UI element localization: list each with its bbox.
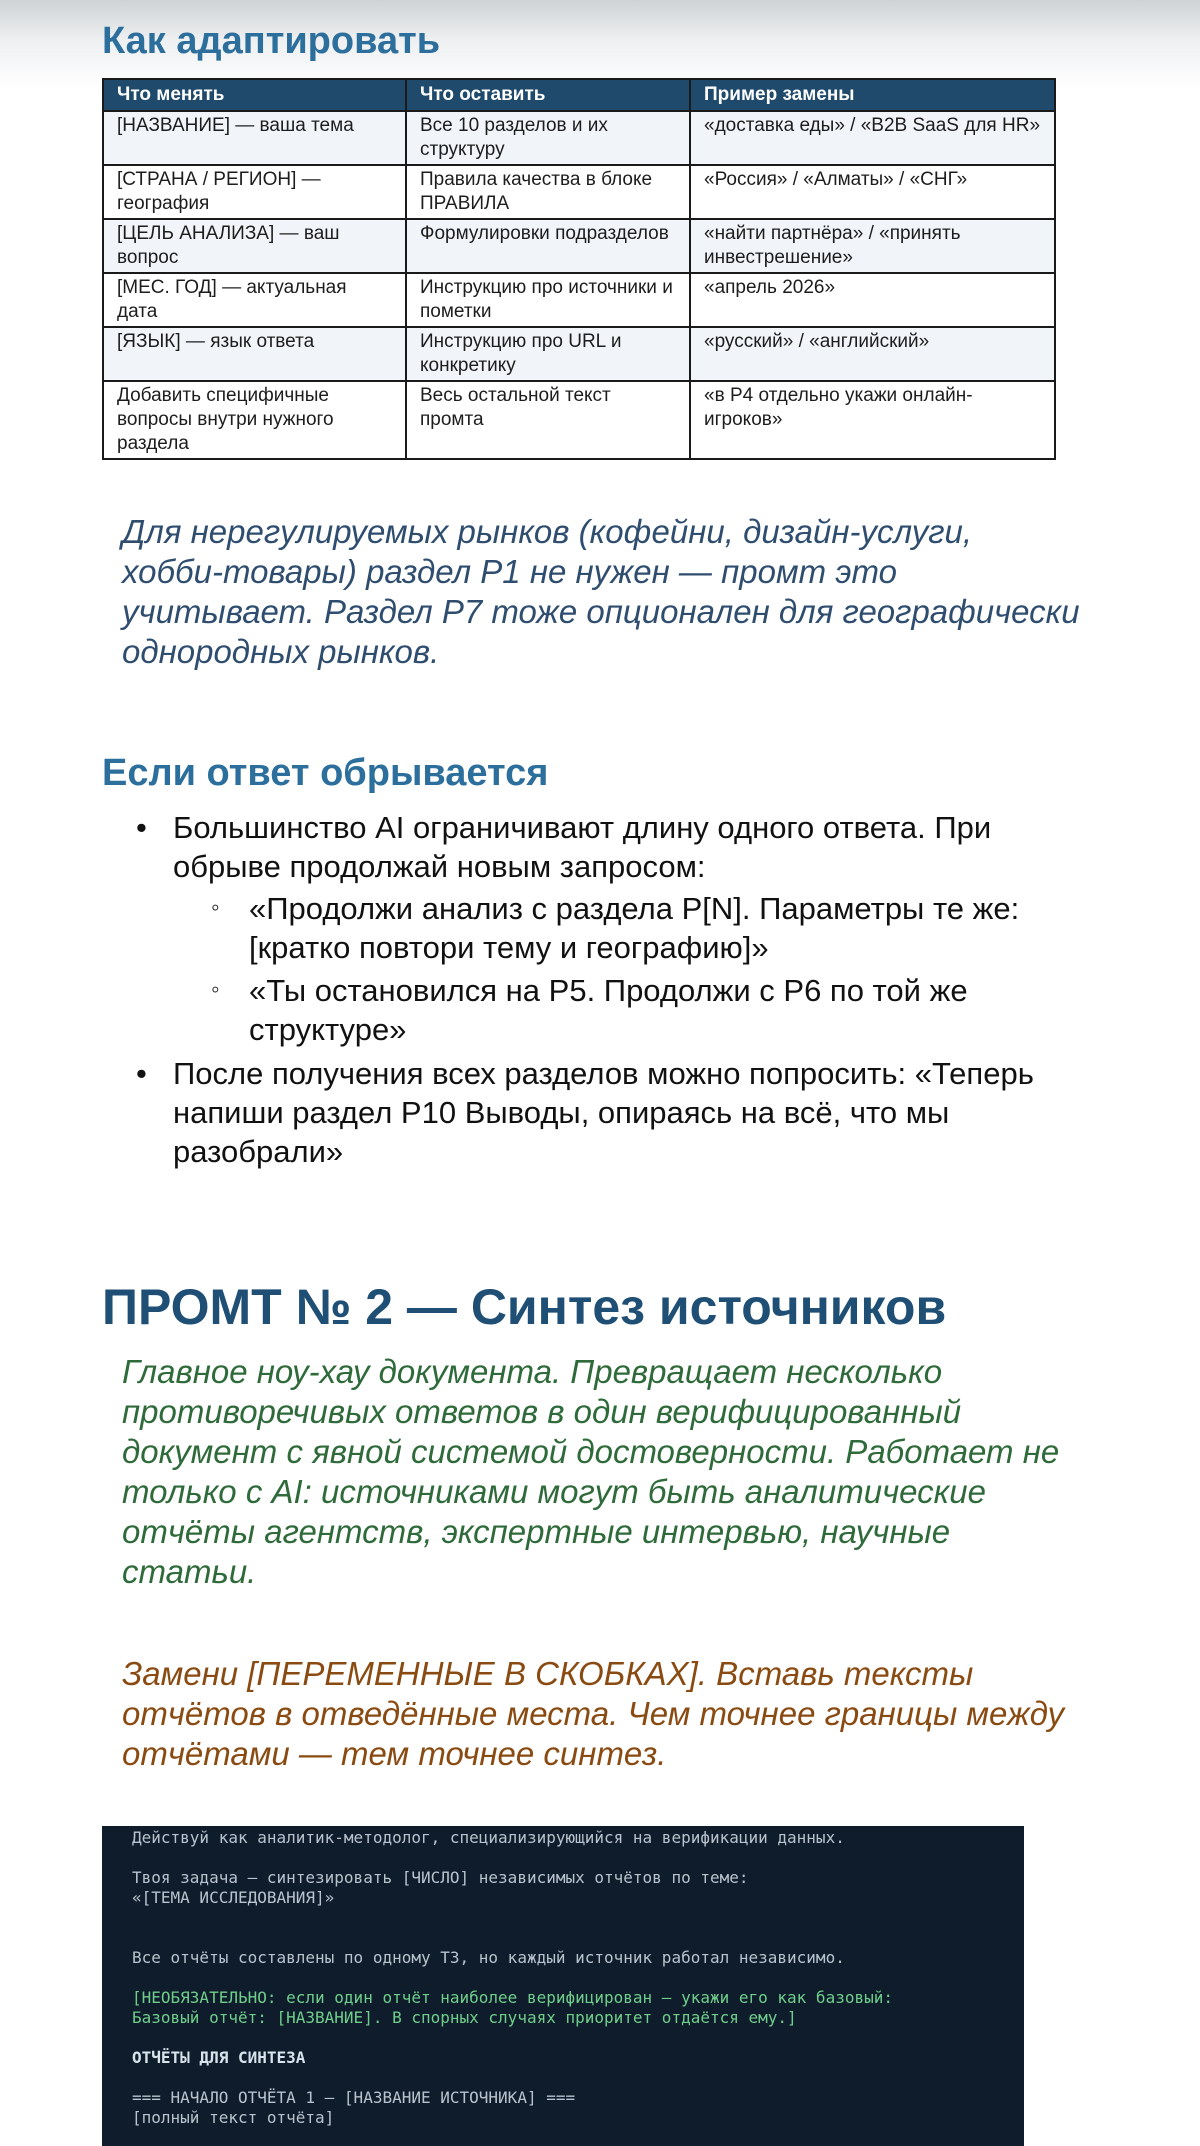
code-blank-line [132,1968,1012,1988]
table-header-cell: Что оставить [406,79,690,111]
section-heading-adapt: Как адаптировать [102,20,441,62]
code-blank-line [132,2028,1012,2048]
table-row [103,219,1055,273]
code-line-section-title: ОТЧЁТЫ ДЛЯ СИНТЕЗА [132,2048,306,2067]
table-header-cell: Пример замены [690,79,1055,111]
table-header-cell: Что менять [103,79,406,111]
sub-list [173,889,1096,1049]
sub-list-item [211,889,1096,967]
code-line: «[ТЕМА ИССЛЕДОВАНИЯ]» [132,1888,335,1907]
table-cell: Инструкцию про источники и пометки [406,273,690,327]
code-line-optional: Базовый отчёт: [НАЗВАНИЕ]. В спорных случаях приоритет отдаётся ему.] [132,2008,797,2027]
table-cell: Инструкцию про URL и конкретику [406,327,690,381]
unregulated-markets-note: Для нерегулируемых рынков (кофейни, дизайн-услуги, хобби-товары) раздел Р1 не нужен — промт это учитывает. Раздел Р7 тоже опционален для географически однородных рынков. [122,513,1080,670]
replace-variables-note: Замени [ПЕРЕМЕННЫЕ В СКОБКАХ]. Вставь тексты отчётов в отведённые места. Чем точнее границы между отчётами — тем точнее синтез. [122,1655,1065,1772]
code-line: [полный текст отчёта] [132,2108,335,2127]
table-cell: Добавить специфичные вопросы внутри нужного раздела [103,381,406,459]
list-item-text: После получения всех разделов можно попросить: «Теперь напиши раздел Р10 Выводы, опираясь на всё, что мы разобрали» [173,1056,1034,1169]
table-cell: «найти партнёра» / «принять инвестрешение» [690,219,1055,273]
code-line: Все отчёты составлены по одному ТЗ, но каждый источник работал независимо. [132,1948,845,1967]
table-cell: [НАЗВАНИЕ] — ваша тема [103,111,406,165]
prompt-2-intro: Главное ноу-хау документа. Превращает несколько противоречивых ответов в один верифицированный документ с явной системой достоверности. Работает не только с AI: источниками могут быть аналитические отчёты агентств, экспертные интервью, научные статьи. [122,1353,1060,1590]
table-cell: Все 10 разделов и их структуру [406,111,690,165]
sub-list-item [211,971,1096,1049]
list-item [136,808,1096,1049]
sub-list-item-text: «Ты остановился на Р5. Продолжи с Р6 по той же структуре» [249,973,968,1047]
hollow-bullet-icon: ◦ [211,976,220,1003]
table-cell: «апрель 2026» [690,273,1055,327]
code-blank-line [132,2068,1012,2088]
table-row [103,327,1055,381]
table-row [103,111,1055,165]
code-content [132,1828,1012,2128]
prompt-2-title: ПРОМТ № 2 — Синтез источников [102,1279,947,1335]
code-line: Твоя задача — синтезировать [ЧИСЛО] независимых отчётов по теме: [132,1868,749,1887]
prompt-code-block[interactable] [102,1826,1024,2146]
bullet-icon: • [136,810,147,845]
table-cell: «Россия» / «Алматы» / «СНГ» [690,165,1055,219]
table-cell: Правила качества в блоке ПРАВИЛА [406,165,690,219]
section-heading-cutoff: Если ответ обрывается [102,752,549,794]
bullet-icon: • [136,1056,147,1091]
table-cell: [ЯЗЫК] — язык ответа [103,327,406,381]
table-cell: «в Р4 отдельно укажи онлайн-игроков» [690,381,1055,459]
table-row [103,273,1055,327]
table-row [103,165,1055,219]
table-cell: [СТРАНА / РЕГИОН] — география [103,165,406,219]
table-cell: Формулировки подразделов [406,219,690,273]
adapt-table [102,78,1056,460]
hollow-bullet-icon: ◦ [211,894,220,921]
code-line-optional: [НЕОБЯЗАТЕЛЬНО: если один отчёт наиболее верифицирован — укажи его как базовый: [132,1988,893,2007]
list-item-text: Большинство AI ограничивают длину одного ответа. При обрыве продолжай новым запросом: [173,810,992,884]
list-item [136,1054,1096,1171]
table-cell: [МЕС. ГОД] — актуальная дата [103,273,406,327]
table-header-row [103,79,1055,111]
table-cell: Весь остальной текст промта [406,381,690,459]
table-row [103,381,1055,459]
table-cell: [ЦЕЛЬ АНАЛИЗА] — ваш вопрос [103,219,406,273]
code-blank-line [132,1908,1012,1948]
cutoff-tips-list [136,808,1096,1176]
sub-list-item-text: «Продолжи анализ с раздела Р[N]. Параметры те же: [кратко повтори тему и географию]» [249,891,1020,965]
table-cell: «русский» / «английский» [690,327,1055,381]
table-cell: «доставка еды» / «B2B SaaS для HR» [690,111,1055,165]
code-line: === НАЧАЛО ОТЧЁТА 1 — [НАЗВАНИЕ ИСТОЧНИКА] === [132,2088,576,2107]
code-line: Действуй как аналитик-методолог, специализирующийся на верификации данных. [132,1828,845,1847]
code-blank-line [132,1848,1012,1868]
